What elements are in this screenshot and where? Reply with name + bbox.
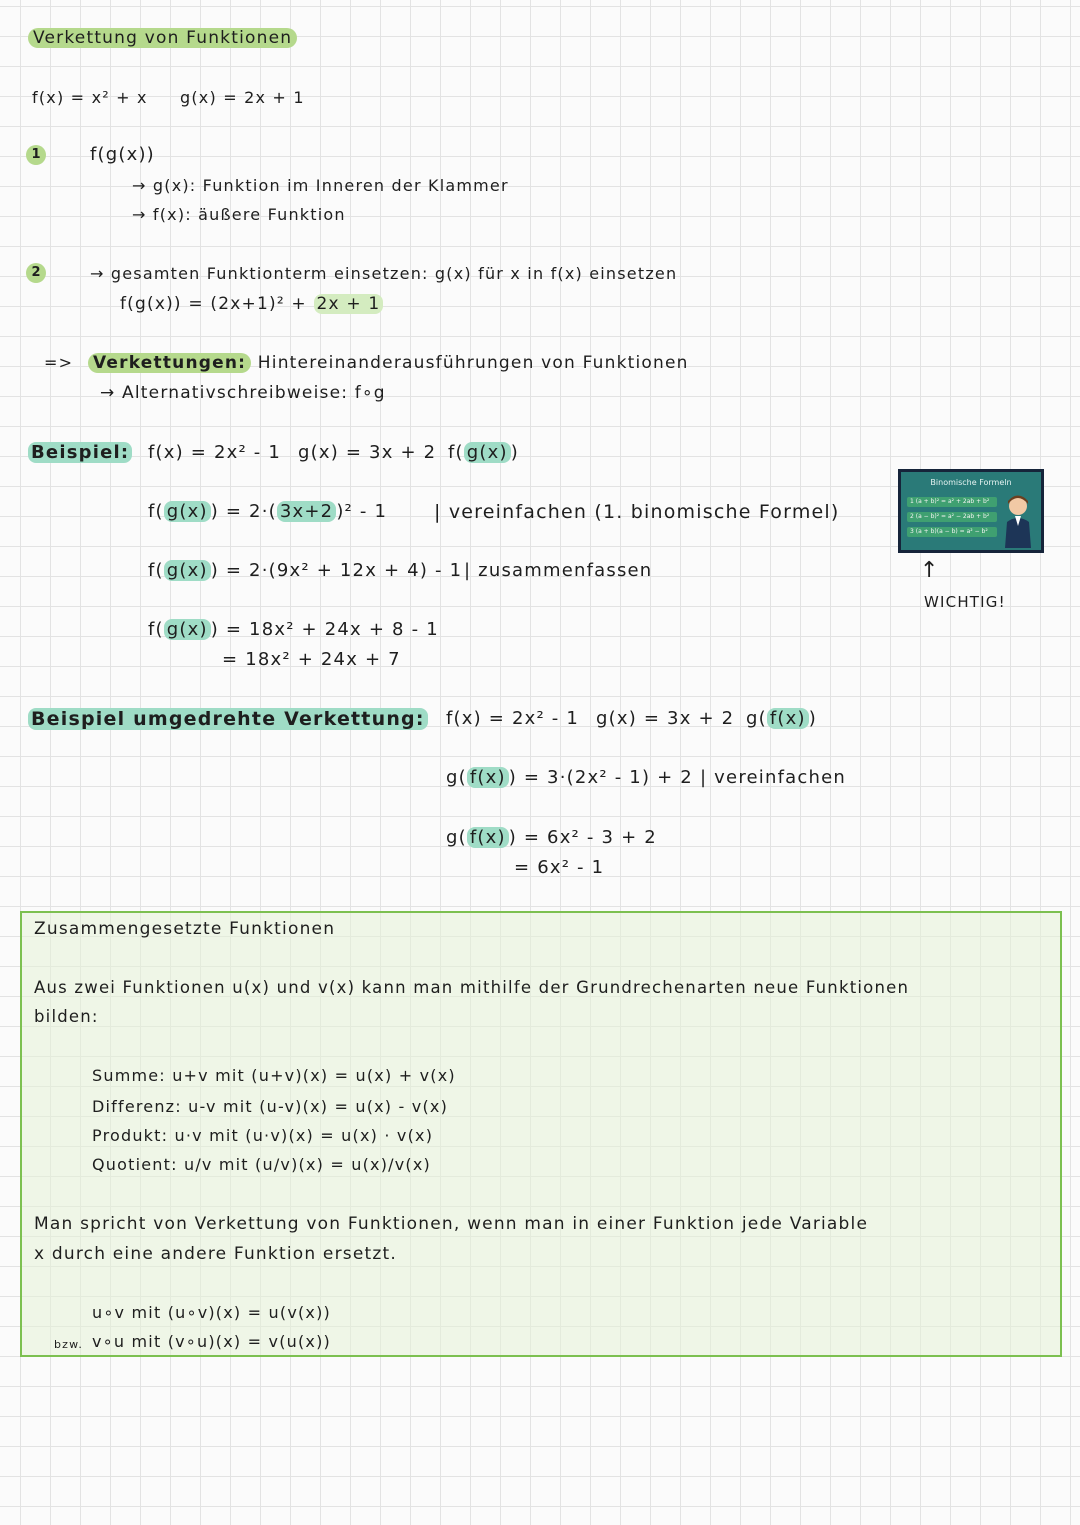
beispiel2-line2 [446,826,657,850]
thumbnail-row-1: 1 (a + b)² = a² + 2ab + b² [907,497,997,507]
step2-expr-b: 2x + 1 [314,294,384,314]
conclusion-line [88,351,689,375]
b2-l1-a: g( [446,767,467,788]
arrow-up-icon: ↑ [920,558,939,583]
def-f: f(x) = x² + x [32,88,148,107]
box-verkettung-2: x durch eine andere Funktion ersetzt. [34,1244,397,1264]
step2-expr-a: f(g(x)) = (2x+1)² + [120,294,307,314]
box-comp-2: v∘u mit (v∘u)(x) = v(u(x)) [92,1332,331,1351]
beispiel-fg [448,441,519,465]
b-l3-a: f( [148,619,164,640]
b-l1-d: 3x+2 [277,501,336,522]
box-bzw: bzw. [54,1338,84,1351]
box-produkt: Produkt: u·v mit (u·v)(x) = u(x) · v(x) [92,1126,434,1145]
b-l3-c: ) = 18x² + 24x + 8 - 1 [210,619,439,640]
b2-l2-a: g( [446,827,467,848]
beispiel2-gf-a: g( [746,708,767,729]
beispiel-fg-c: ) [510,442,519,463]
def-g: g(x) = 2x + 1 [180,88,305,107]
beispiel2-label-text: Beispiel umgedrehte Verkettung: [28,708,428,730]
beispiel2-line3: = 6x² - 1 [514,857,605,878]
b2-l2-c: ) = 6x² - 3 + 2 [508,827,657,848]
beispiel-fg-a: f( [448,442,464,463]
beispiel-note1: | vereinfachen (1. binomische Formel) [434,501,840,523]
b2-l1-c: ) = 3·(2x² - 1) + 2 [508,767,693,788]
box-differenz: Differenz: u-v mit (u-v)(x) = u(x) - v(x) [92,1097,449,1116]
thumbnail-note: WICHTIG! [924,593,1006,611]
thumbnail-row-2: 2 (a − b)² = a² − 2ab + b² [907,512,997,522]
conclusion-term: Verkettungen: [88,353,251,373]
box-intro-1: Aus zwei Funktionen u(x) und v(x) kann man mithilfe der Grundrechenarten neue Funktionen [34,978,910,997]
b-l1-a: f( [148,501,164,522]
step1-number: 1 [26,145,46,165]
thumbnail-row-3: 3 (a + b)(a − b) = a² − b² [907,527,997,537]
beispiel2-note1: | vereinfachen [700,767,846,788]
b-l1-c: ) = 2·( [210,501,277,522]
conclusion-alt: → Alternativschreibweise: f∘g [100,383,386,403]
beispiel2-label [28,707,428,731]
conclusion-def: Hintereinanderausführungen von Funktionen [257,353,689,373]
box-summe: Summe: u+v mit (u+v)(x) = u(x) + v(x) [92,1066,456,1085]
beispiel2-line1 [446,766,693,790]
b-l1-b: g(x) [164,501,211,522]
step1-expr: f(g(x)) [90,144,155,165]
thumbnail-title: Binomische Formeln [930,478,1012,487]
beispiel2-g: g(x) = 3x + 2 [596,708,735,729]
beispiel-label-text: Beispiel: [28,442,132,463]
beispiel-g: g(x) = 3x + 2 [298,442,437,463]
step2-line1: → gesamten Funktionterm einsetzen: g(x) für x in f(x) einsetzen [90,264,678,283]
b-l2-b: g(x) [164,560,211,581]
beispiel-note2: | zusammenfassen [464,560,653,581]
beispiel-line1 [148,500,387,524]
b-l3-b: g(x) [164,619,211,640]
box-quotient: Quotient: u/v mit (u/v)(x) = u(x)/v(x) [92,1155,431,1174]
box-comp-1: u∘v mit (u∘v)(x) = u(v(x)) [92,1303,331,1322]
box-intro-2: bilden: [34,1007,99,1026]
b-l2-c: ) = 2·(9x² + 12x + 4) - 1 [210,560,463,581]
b2-l1-b: f(x) [467,767,509,788]
beispiel-line2 [148,559,462,583]
beispiel-label [28,441,132,465]
binomische-formeln-thumbnail [898,469,1044,553]
box-title: Zusammengesetzte Funktionen [34,919,336,939]
b-l2-a: f( [148,560,164,581]
box-verkettung-1: Man spricht von Verkettung von Funktionen, wenn man in einer Funktion jede Variable [34,1214,869,1234]
b-l1-e: )² - 1 [336,501,388,522]
beispiel2-f: f(x) = 2x² - 1 [446,708,580,729]
page-title [28,26,297,50]
beispiel-line4: = 18x² + 24x + 7 [222,649,401,670]
beispiel2-gf-c: ) [808,708,817,729]
beispiel-f: f(x) = 2x² - 1 [148,442,282,463]
step1-line2: → f(x): äußere Funktion [132,205,346,224]
beispiel-fg-b: g(x) [464,442,511,463]
step2-number: 2 [26,263,46,283]
step1-line1: → g(x): Funktion im Inneren der Klammer [132,176,509,195]
teacher-avatar-icon [1001,492,1035,548]
conclusion-arrow: => [44,353,74,372]
page-title-text: Verkettung von Funktionen [28,28,297,48]
beispiel2-gf [746,707,817,731]
b2-l2-b: f(x) [467,827,509,848]
beispiel-line3 [148,618,439,642]
step2-expr [120,292,383,316]
beispiel2-gf-b: f(x) [767,708,809,729]
